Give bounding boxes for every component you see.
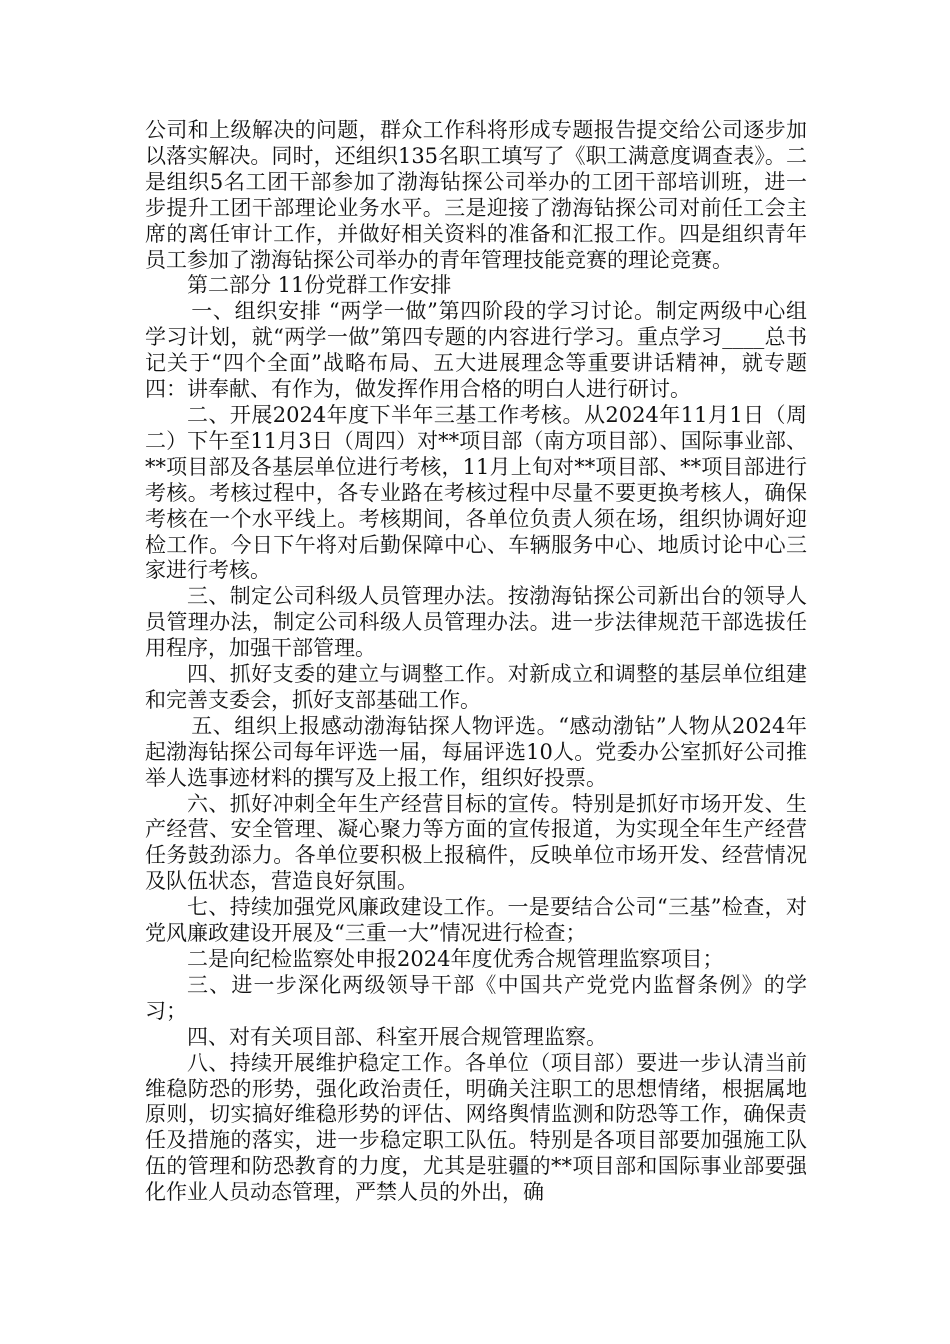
section-heading: 第二部分 11份党群工作安排 xyxy=(187,273,452,298)
paragraph-item-3: 三、制定公司科级人员管理办法。按渤海钻探公司新出台的领导人员管理办法，制定公司科级人员管理办法。进一步法律规范干部选拔任用程序，加强干部管理。 xyxy=(145,584,807,661)
paragraph-item-6: 六、抓好冲刺全年生产经营目标的宣传。特别是抓好市场开发、生产经营、安全管理、凝心聚力等方面的宣传报道，为实现全年生产经营任务鼓劲添力。各单位要积极上报稿件，反映单位市场开发、经营情况及队伍状态，营造良好氛围。 xyxy=(145,791,807,894)
paragraph-continuation: 公司和上级解决的问题，群众工作科将形成专题报告提交给公司逐步加以落实解决。同时，还组织135名职工填写了《职工满意度调查表》。二是组织5名工团干部参加了渤海钻探公司举办的工团干部培训班，进一步提升工团干部理论业务水平。三是迎接了渤海钻探公司对前任工会主席的离任审计工作，并做好相关资料的准备和汇报工作。四是组织青年员工参加了渤海钻探公司举办的青年管理技能竞赛的理论竞赛。 xyxy=(145,118,807,272)
paragraph-item-4: 四、抓好支委的建立与调整工作。对新成立和调整的基层单位组建和完善支委会，抓好支部基础工作。 xyxy=(145,662,807,712)
paragraph-item-2: 二、开展2024年度下半年三基工作考核。从2024年11月1日（周二）下午至11月3日（周四）对**项目部（南方项目部）、国际事业部、**项目部及各基层单位进行考核，11月上旬对**项目部、**项目部进行考核。考核过程中，各专业路在考核过程中尽量不要更换考核人，确保考核在一个水平线上。考核期间，各单位负责人须在场，组织协调好迎检工作。今日下午将对后勤保障中心、车辆服务中心、地质讨论中心三家进行考核。 xyxy=(145,402,807,583)
paragraph-item-7-sub-3: 三、进一步深化两级领导干部《中国共产党党内监督条例》的学习； xyxy=(145,972,807,1023)
paragraph-item-1: 一、组织安排 “两学一做”第四阶段的学习讨论。制定两级中心组学习计划，就“两学一做”第四专题的内容进行学习。重点学习____总书记关于“四个全面”战略布局、五大进展理念等重要讲话精神，就专题四：讲奉献、有作为，做发挥作用合格的明白人进行研讨。 xyxy=(145,299,807,402)
paragraph-item-7: 七、持续加强党风廉政建设工作。一是要结合公司“三基”检查，对党风廉政建设开展及“三重一大”情况进行检查； xyxy=(145,895,807,946)
paragraph-item-7-sub-2: 二是向纪检监察处申报2024年度优秀合规管理监察项目； xyxy=(187,947,724,971)
paragraph-item-8: 八、持续开展维护稳定工作。各单位（项目部）要进一步认清当前维稳防恐的形势，强化政治责任，明确关注职工的思想情绪，根据属地原则，切实搞好维稳形势的评估、网络舆情监测和防恐等工作，确保责任及措施的落实，进一步稳定职工队伍。特别是各项目部要加强施工队伍的管理和防恐教育的力度，尤其是驻疆的**项目部和国际事业部要强化作业人员动态管理，严禁人员的外出，确 xyxy=(145,1050,807,1205)
paragraph-item-5: 五、组织上报感动渤海钻探人物评选。“感动渤钻”人物从2024年起渤海钻探公司每年评选一届，每届评选10人。党委办公室抓好公司推举人选事迹材料的撰写及上报工作，组织好投票。 xyxy=(145,713,807,790)
paragraph-item-7-sub-4: 四、对有关项目部、科室开展合规管理监察。 xyxy=(187,1024,607,1049)
document-body xyxy=(145,118,807,1206)
